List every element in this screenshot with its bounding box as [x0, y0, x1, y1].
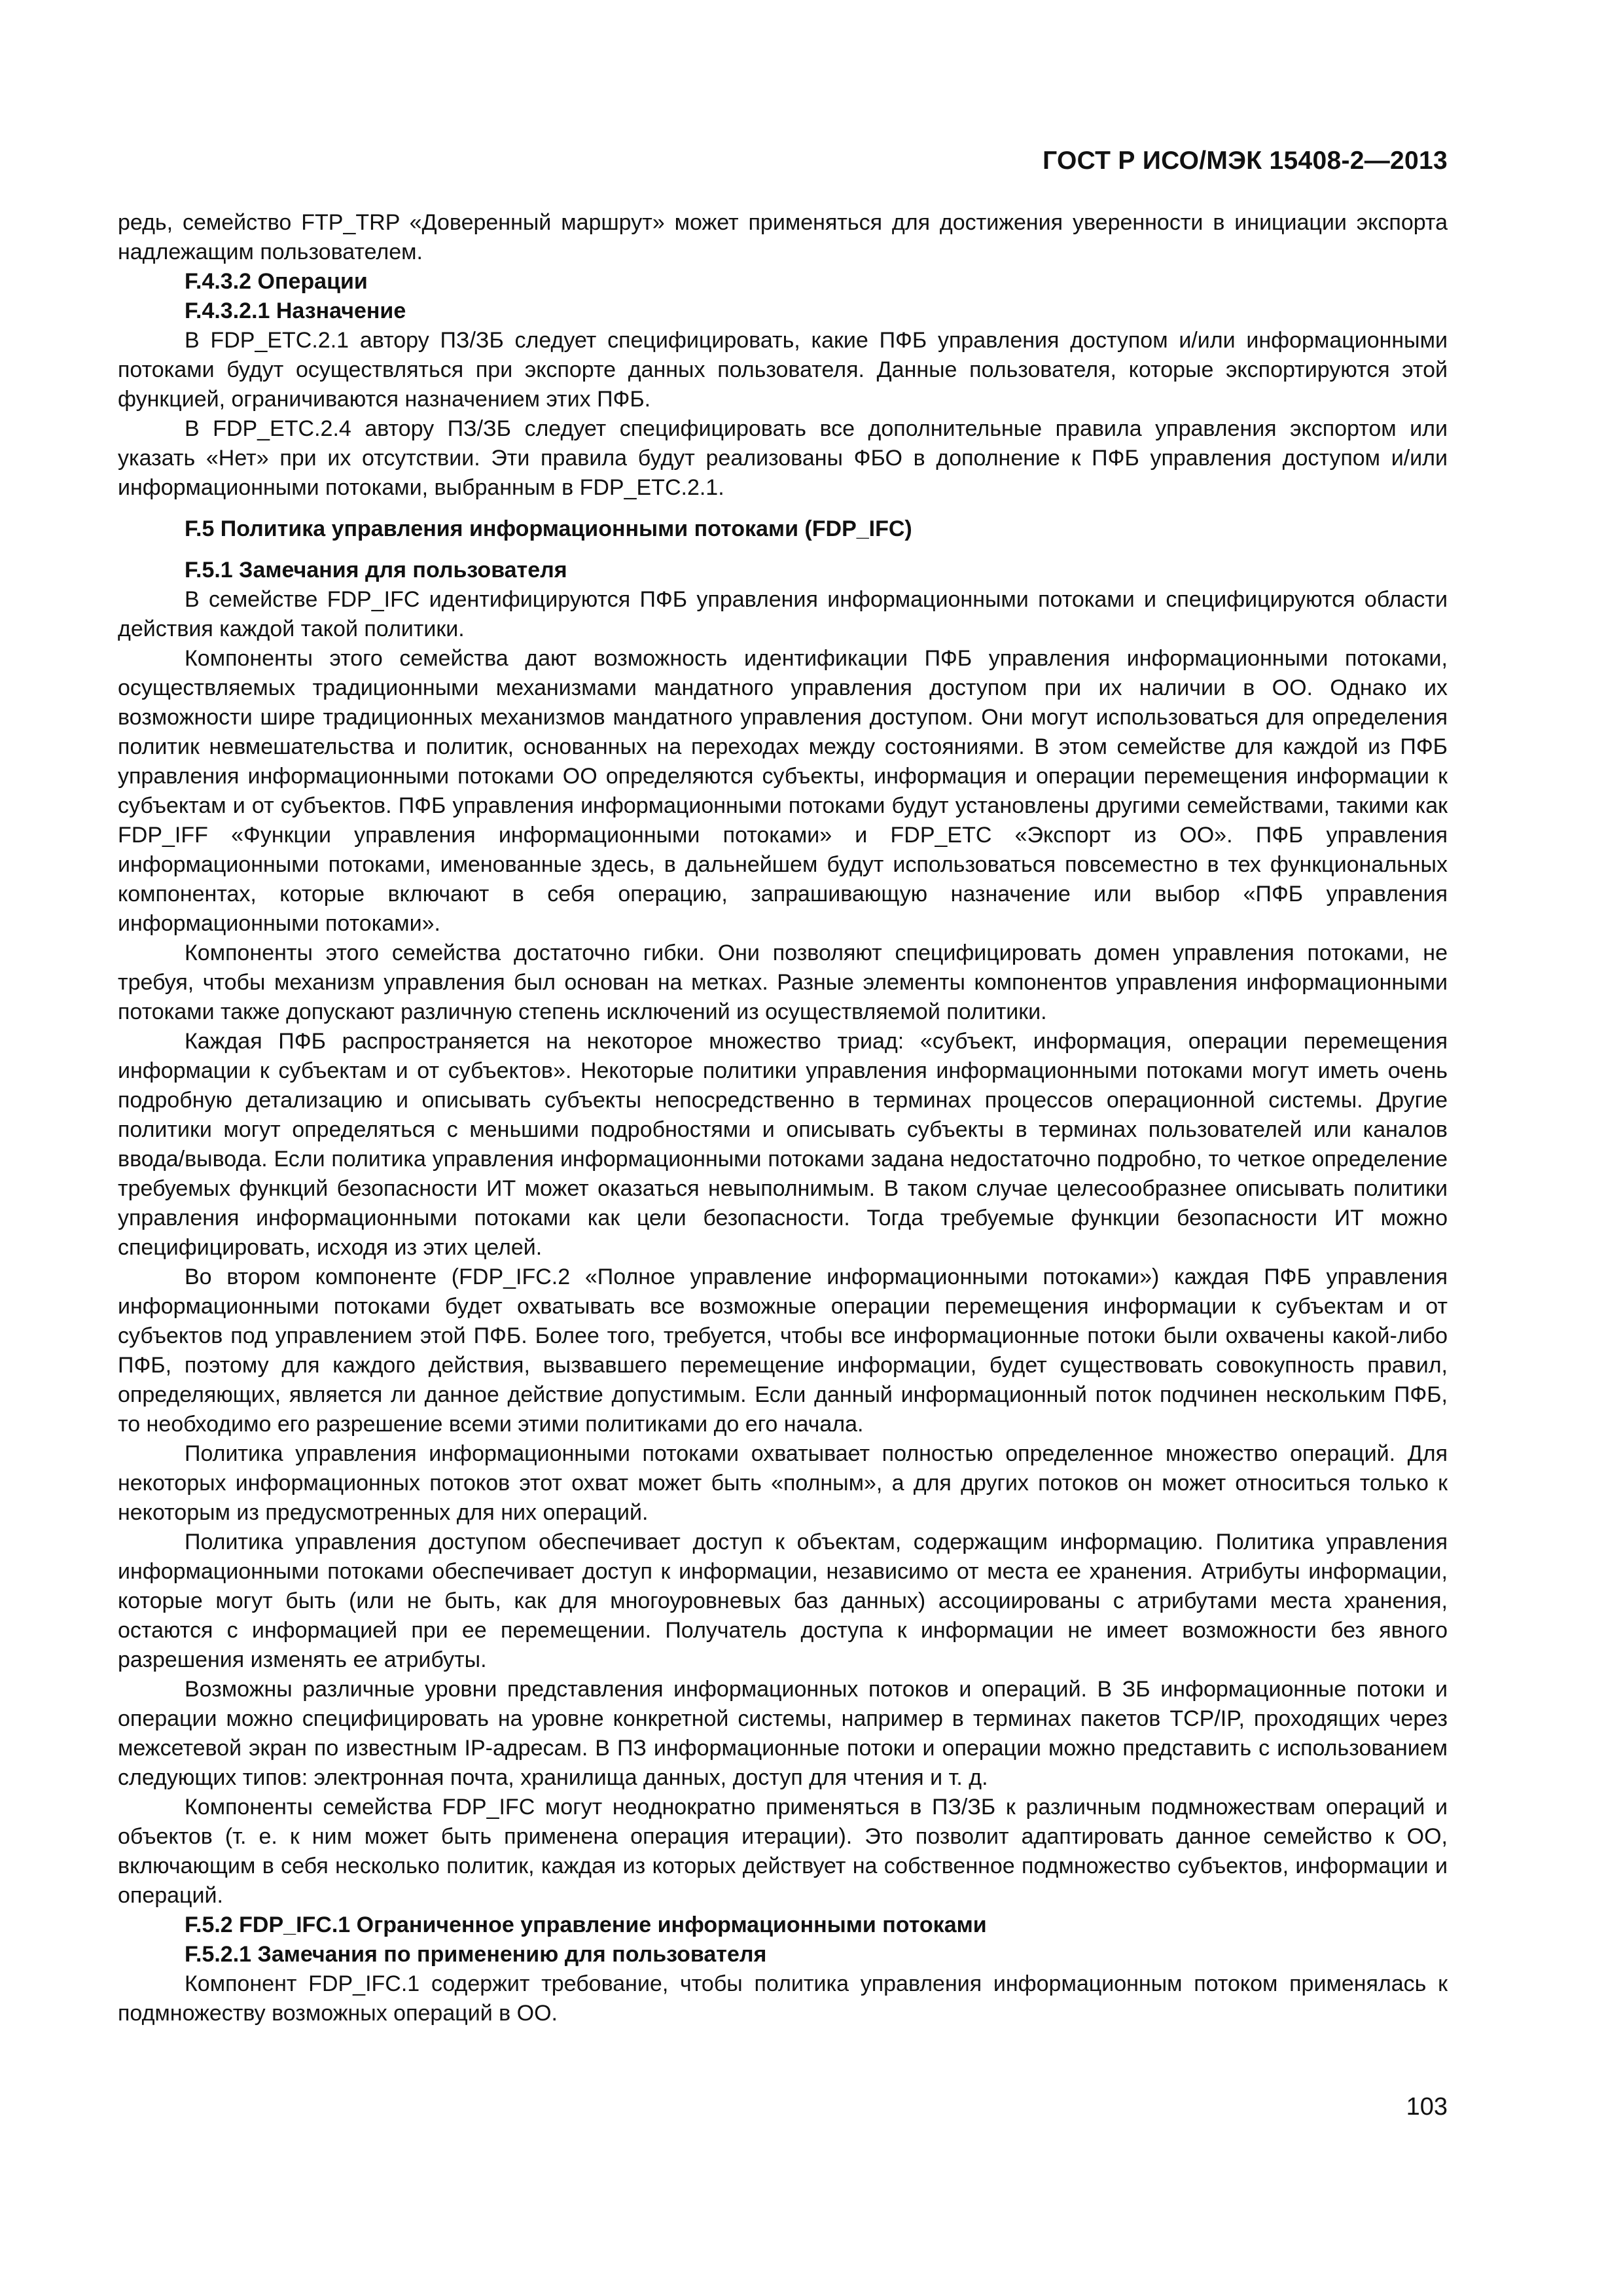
paragraph: Компонент FDP_IFC.1 содержит требование, чтобы политика управления информационным потоком применялась к подмножеству возможных операций в ОО. — [118, 1971, 1448, 2026]
subsection-heading: F.5.2.1 Замечания по применению для пользователя — [185, 1942, 767, 1967]
paragraph: Во втором компоненте (FDP_IFC.2 «Полное управление информационными потоками») каждая ПФБ управления информационными потоками будет охватывать все возможные операции перемещения информации к субъектам и от субъектов под управлением этой ПФБ. Более того, требуется, чтобы все информационные потоки были охвачены какой-либо ПФБ, поэтому для каждого действия, вызвавшего перемещение информации, будет существовать совокупность правил, определяющих, является ли данное действие допустимым. Если данный информационный поток подчинен нескольким ПФБ, то необходимо его разрешение всеми этими политиками до его начала. — [118, 1265, 1448, 1437]
subsection-heading: F.4.3.2 Операции — [185, 269, 368, 294]
paragraph: В семействе FDP_IFC идентифицируются ПФБ управления информационными потоками и специфицируются области действия каждой такой политики. — [118, 587, 1448, 641]
standard-header: ГОСТ Р ИСО/МЭК 15408-2—2013 — [1043, 147, 1448, 175]
paragraph: В FDP_ETC.2.1 автору ПЗ/ЗБ следует специфицировать, какие ПФБ управления доступом и/или информационными потоками будут осуществляться при экспорте данных пользователя. Данные пользователя, которые экспортируются этой функцией, ограничиваются назначением этих ПФБ. — [118, 328, 1448, 412]
paragraph: Компоненты семейства FDP_IFC могут неоднократно применяться в ПЗ/ЗБ к различным подмножествам операций и объектов (т. е. к ним может быть применена операция итерации). Это позволит адаптировать данное семейство к ОО, включающим в себя несколько политик, каждая из которых действует на собственное подмножество субъектов, информации и операций. — [118, 1795, 1448, 1908]
paragraph: В FDP_ETC.2.4 автору ПЗ/ЗБ следует специфицировать все дополнительные правила управления экспортом или указать «Нет» при их отсутствии. Эти правила будут реализованы ФБО в дополнение к ПФБ управления доступом и/или информационными потоками, выбранным в FDP_ETC.2.1. — [118, 416, 1448, 500]
paragraph: Компоненты этого семейства дают возможность идентификации ПФБ управления информационными потоками, осуществляемых традиционными механизмами мандатного управления доступом при их наличии в ОО. Однако их возможности шире традиционных механизмов мандатного управления доступом. Они могут использоваться для определения политик невмешательства и политик, основанных на переходах между состояниями. В этом семействе для каждой из ПФБ управления информационными потоками ОО определяются субъекты, информация и операции перемещения информации к субъектам и от субъектов. ПФБ управления информационными потоками будут установлены другими семействами, такими как FDP_IFF «Функции управления информационными потоками» и FDP_ETC «Экспорт из ОО». ПФБ управления информационными потоками, именованные здесь, в дальнейшем будут использоваться повсеместно в тех функциональных компонентах, которые включают в себя операцию, запрашивающую назначение или выбор «ПФБ управления информационными потоками». — [118, 646, 1448, 936]
subsection-heading: F.4.3.2.1 Назначение — [185, 298, 406, 323]
subsection-heading: F.5.1 Замечания для пользователя — [185, 558, 567, 583]
page-number: 103 — [1406, 2093, 1448, 2121]
paragraph: редь, семейство FTP_TRP «Доверенный маршрут» может применяться для достижения уверенности в инициации экспорта надлежащим пользователем. — [118, 210, 1448, 264]
paragraph: Компоненты этого семейства достаточно гибки. Они позволяют специфицировать домен управления потоками, не требуя, чтобы механизм управления был основан на метках. Разные элементы компонентов управления информационными потоками также допускают различную степень исключений из осуществляемой политики. — [118, 941, 1448, 1024]
subsection-heading: F.5.2 FDP_IFC.1 Ограниченное управление информационными потоками — [185, 1912, 987, 1937]
paragraph: Каждая ПФБ распространяется на некоторое множество триад: «субъект, информация, операции перемещения информации к субъектам и от субъектов». Некоторые политики управления информационными потоками могут иметь очень подробную детализацию и описывать субъекты непосредственно в терминах процессов операционной системы. Другие политики могут определяться с меньшими подробностями и описывать субъекты в терминах пользователей или каналов ввода/вывода. Если политика управления информационными потоками задана недостаточно подробно, то четкое определение требуемых функций безопасности ИТ может оказаться невыполнимым. В таком случае целесообразнее описывать политики управления информационными потоками как цели безопасности. Тогда требуемые функции безопасности ИТ можно специфицировать, исходя из этих целей. — [118, 1029, 1448, 1260]
paragraph: Возможны различные уровни представления информационных потоков и операций. В ЗБ информационные потоки и операции можно специфицировать на уровне конкретной системы, например в терминах пакетов TCP/IP, проходящих через межсетевой экран по известным IP-адресам. В ПЗ информационные потоки и операции можно представить с использованием следующих типов: электронная почта, хранилища данных, доступ для чтения и т. д. — [118, 1677, 1448, 1790]
paragraph: Политика управления доступом обеспечивает доступ к объектам, содержащим информацию. Политика управления информационными потоками обеспечивает доступ к информации, независимо от места ее хранения. Атрибуты информации, которые могут быть (или не быть, как для многоуровневых баз данных) ассоциированы с атрибутами места хранения, остаются с информацией при ее перемещении. Получатель доступа к информации не имеет возможности без явного разрешения изменять ее атрибуты. — [118, 1530, 1448, 1672]
paragraph: Политика управления информационными потоками охватывает полностью определенное множество операций. Для некоторых информационных потоков этот охват может быть «полным», а для других потоков он может относиться только к некоторым из предусмотренных для них операций. — [118, 1441, 1448, 1525]
section-heading: F.5 Политика управления информационными потоками (FDP_IFC) — [185, 516, 912, 541]
document-body — [118, 208, 1448, 2028]
